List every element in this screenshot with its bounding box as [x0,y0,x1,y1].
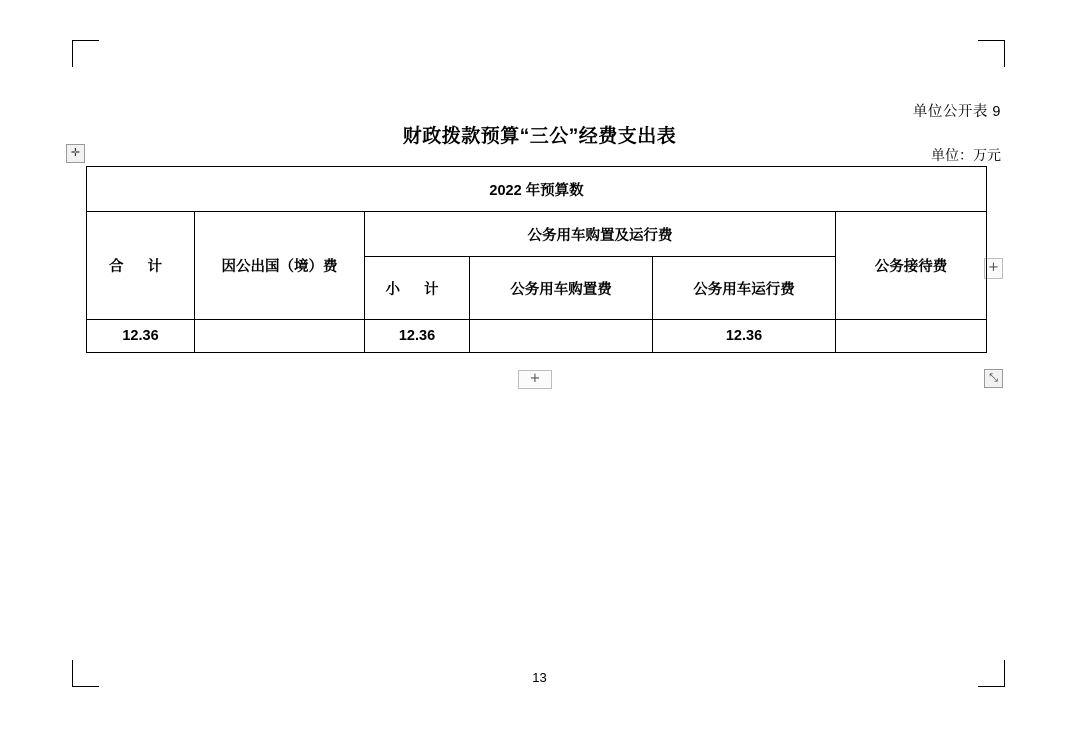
table-row [87,320,987,353]
page-number: 13 [532,670,547,685]
budget-table [86,166,987,353]
crop-mark-top-left [72,40,99,67]
cell-abroad[interactable] [195,320,365,353]
unit-note: 单位：万元 [931,147,1001,163]
table-row-header-mid [87,212,987,257]
header-vehicle-group: 公务用车购置及运行费 [365,212,836,257]
page-title: 财政拨款预算“三公”经费支出表 [402,126,677,147]
cell-vehicle-operation[interactable]: 12.36 [653,320,836,353]
cell-vehicle-subtotal[interactable]: 12.36 [365,320,470,353]
add-column-button[interactable]: + [984,258,1003,279]
table-row-header-top [87,167,987,212]
cell-total[interactable]: 12.36 [87,320,195,353]
header-reception: 公务接待费 [836,212,987,320]
cell-vehicle-purchase[interactable] [470,320,653,353]
table-resize-handle[interactable]: ⤡ [984,369,1003,388]
cell-reception[interactable] [836,320,987,353]
header-budget-year: 2022 年预算数 [87,167,987,212]
budget-table-wrapper [86,166,986,353]
form-code-label: 单位公开表 9 [912,104,1001,120]
table-move-handle[interactable]: ✛ [66,144,85,163]
header-vehicle-operation: 公务用车运行费 [653,257,836,320]
header-vehicle-subtotal: 小 计 [365,257,470,320]
add-row-button[interactable]: + [518,370,552,389]
header-vehicle-purchase: 公务用车购置费 [470,257,653,320]
crop-mark-top-right [978,40,1005,67]
header-total: 合 计 [87,212,195,320]
header-abroad: 因公出国（境）费 [195,212,365,320]
